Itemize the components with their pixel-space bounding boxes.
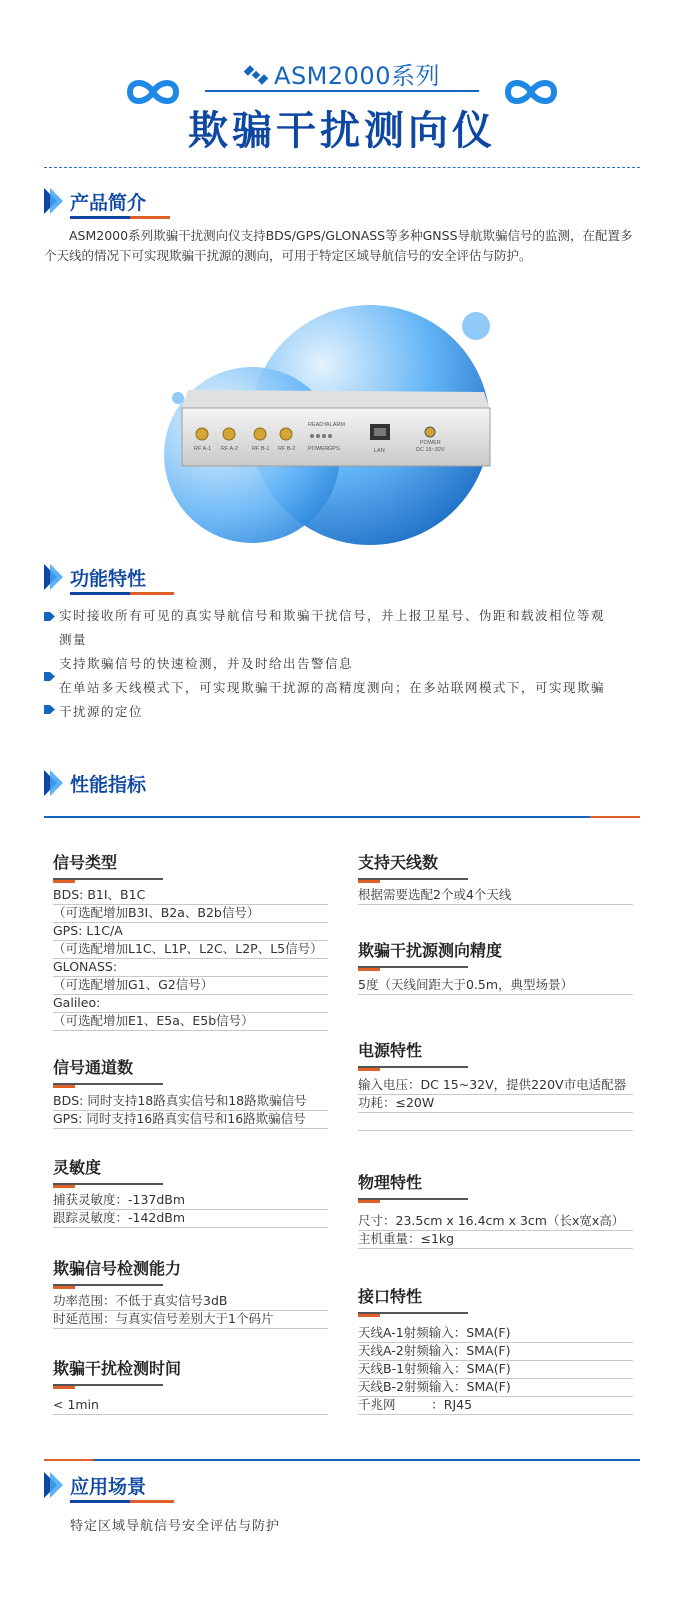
- chevron-right-icon: [44, 188, 64, 214]
- spec-title: 欺骗干扰检测时间: [53, 1359, 182, 1378]
- bullet-icon: [44, 612, 55, 621]
- series-name: ASM2000系列: [274, 62, 440, 90]
- power-spec: DC 15~32V: [416, 447, 445, 453]
- application-text: 特定区域导航信号安全评估与防护: [70, 1519, 281, 1534]
- bullet-icon: [44, 705, 55, 714]
- product-image: [160, 300, 500, 560]
- spec-title: 电源特性: [358, 1041, 423, 1060]
- port-label: RF B-2: [278, 446, 296, 452]
- led-label: ALARM: [326, 422, 345, 428]
- spec-row: 根据需要选配2个或4个天线: [358, 886, 633, 905]
- spec-title: 欺骗干扰源测向精度: [358, 941, 503, 960]
- spec-row: 5度（天线间距大于0.5m，典型场景）: [358, 976, 633, 995]
- section-title: 应用场景: [70, 1476, 147, 1498]
- chevron-right-icon: [44, 564, 64, 590]
- feature-item: 干扰源的定位: [59, 704, 144, 719]
- spec-row: 天线B-2射频输入：SMA(F): [358, 1378, 633, 1397]
- section-divider-accent: [590, 816, 640, 818]
- spec-underline-accent: [53, 1085, 75, 1088]
- heading-underline: [70, 216, 130, 219]
- header-dashed-separator: [44, 167, 640, 168]
- section-divider: [44, 816, 590, 818]
- feature-item: 在单站多天线模式下，可实现欺骗干扰源的高精度测向；在多站联网模式下，可实现欺骗: [59, 680, 606, 695]
- spec-row: 功率范围：不低于真实信号3dB: [53, 1292, 328, 1311]
- section-title: 性能指标: [70, 774, 147, 796]
- spec-row: 跟踪灵敏度：-142dBm: [53, 1209, 328, 1228]
- header-divider: [205, 90, 479, 92]
- spec-row: （可选配增加G1、G2信号）: [53, 976, 328, 995]
- spec-row: 尺寸：23.5cm x 16.4cm x 3cm（长x宽x高）: [358, 1212, 633, 1231]
- section-title: 功能特性: [70, 568, 147, 590]
- chevron-right-icon: [44, 1472, 64, 1498]
- spec-title: 欺骗信号检测能力: [53, 1259, 182, 1278]
- feature-item: 测量: [59, 632, 88, 647]
- spec-title: 物理特性: [358, 1173, 423, 1192]
- spec-row: 天线B-1射频输入：SMA(F): [358, 1360, 633, 1379]
- section-divider: [94, 1459, 640, 1461]
- spec-row: 时延范围：与真实信号差别大于1个码片: [53, 1310, 328, 1329]
- port-label: RF A-2: [221, 446, 239, 452]
- spec-underline-accent: [53, 1286, 75, 1289]
- spec-title: 信号类型: [53, 853, 118, 872]
- power-jack-icon: [425, 427, 435, 437]
- spec-row: 输入电压：DC 15~32V，提供220V市电适配器: [358, 1076, 633, 1095]
- power-label: POWER: [420, 440, 441, 446]
- spec-underline-accent: [358, 880, 380, 883]
- spec-row: < 1min: [53, 1396, 328, 1415]
- bullet-icon: [44, 672, 55, 681]
- spec-row: GPS: 同时支持16路真实信号和16路欺骗信号: [53, 1110, 328, 1129]
- spec-row: 天线A-1射频输入：SMA(F): [358, 1324, 633, 1343]
- spec-underline-accent: [53, 1185, 75, 1188]
- spec-row: GLONASS:: [53, 958, 328, 977]
- led-label: GPS: [328, 446, 340, 452]
- section-divider-accent: [44, 1459, 94, 1461]
- spec-row: 千兆网 ：RJ45: [358, 1396, 633, 1415]
- heading-underline: [70, 592, 130, 595]
- intro-paragraph: ASM2000系列欺骗干扰测向仪支持BDS/GPS/GLONASS等多种GNSS导航欺骗信号的监测，在配置多个天线的情况下可实现欺骗干扰源的测向，可用于特定区域导航信号的安全评估与防护。: [44, 228, 633, 263]
- spec-underline-accent: [53, 880, 75, 883]
- series-heading: [0, 56, 684, 91]
- spec-row: 捕获灵敏度：-137dBm: [53, 1191, 328, 1210]
- spec-row: （可选配增加E1、E5a、E5b信号）: [53, 1012, 328, 1031]
- spec-underline-accent: [358, 968, 380, 971]
- spec-title: 接口特性: [358, 1287, 423, 1306]
- spec-row: 功耗：≤20W: [358, 1094, 633, 1113]
- spec-row: GPS: L1C/A: [53, 922, 328, 941]
- lan-label: LAN: [374, 448, 385, 454]
- spec-row: 主机重量：≤1kg: [358, 1230, 633, 1249]
- led-label: READY: [308, 422, 327, 428]
- spec-title: 支持天线数: [358, 853, 439, 872]
- chevron-right-icon: [44, 770, 64, 796]
- spec-row: Galileo:: [53, 994, 328, 1013]
- spec-row: BDS: 同时支持18路真实信号和18路欺骗信号: [53, 1092, 328, 1111]
- feature-item: 实时接收所有可见的真实导航信号和欺骗干扰信号，并上报卫星号、伪距和载波相位等观: [59, 608, 606, 623]
- spec-row: BDS: B1I、B1C: [53, 886, 328, 905]
- port-label: RF A-1: [194, 446, 212, 452]
- spec-underline-accent: [358, 1314, 380, 1317]
- feature-item: 支持欺骗信号的快速检测，并及时给出告警信息: [59, 656, 354, 671]
- spec-underline-accent: [358, 1200, 380, 1203]
- heading-underline-accent: [130, 1500, 174, 1503]
- spec-row: 天线A-2射频输入：SMA(F): [358, 1342, 633, 1361]
- spec-row: [358, 1112, 633, 1131]
- spec-underline-accent: [53, 1386, 75, 1389]
- spec-title: 信号通道数: [53, 1058, 134, 1077]
- led-label: POWER: [308, 446, 329, 452]
- port-label: RF B-1: [252, 446, 270, 452]
- satellite-icon: [244, 63, 268, 87]
- product-title: 欺骗干扰测向仪: [188, 108, 496, 154]
- spec-underline-accent: [358, 1068, 380, 1071]
- heading-underline-accent: [130, 216, 170, 219]
- heading-underline: [70, 1500, 130, 1503]
- section-title: 产品简介: [70, 192, 147, 214]
- heading-underline-accent: [130, 592, 174, 595]
- spec-title: 灵敏度: [53, 1158, 102, 1177]
- spec-row: （可选配增加B3I、B2a、B2b信号）: [53, 904, 328, 923]
- spec-row: （可选配增加L1C、L1P、L2C、L2P、L5信号）: [53, 940, 328, 959]
